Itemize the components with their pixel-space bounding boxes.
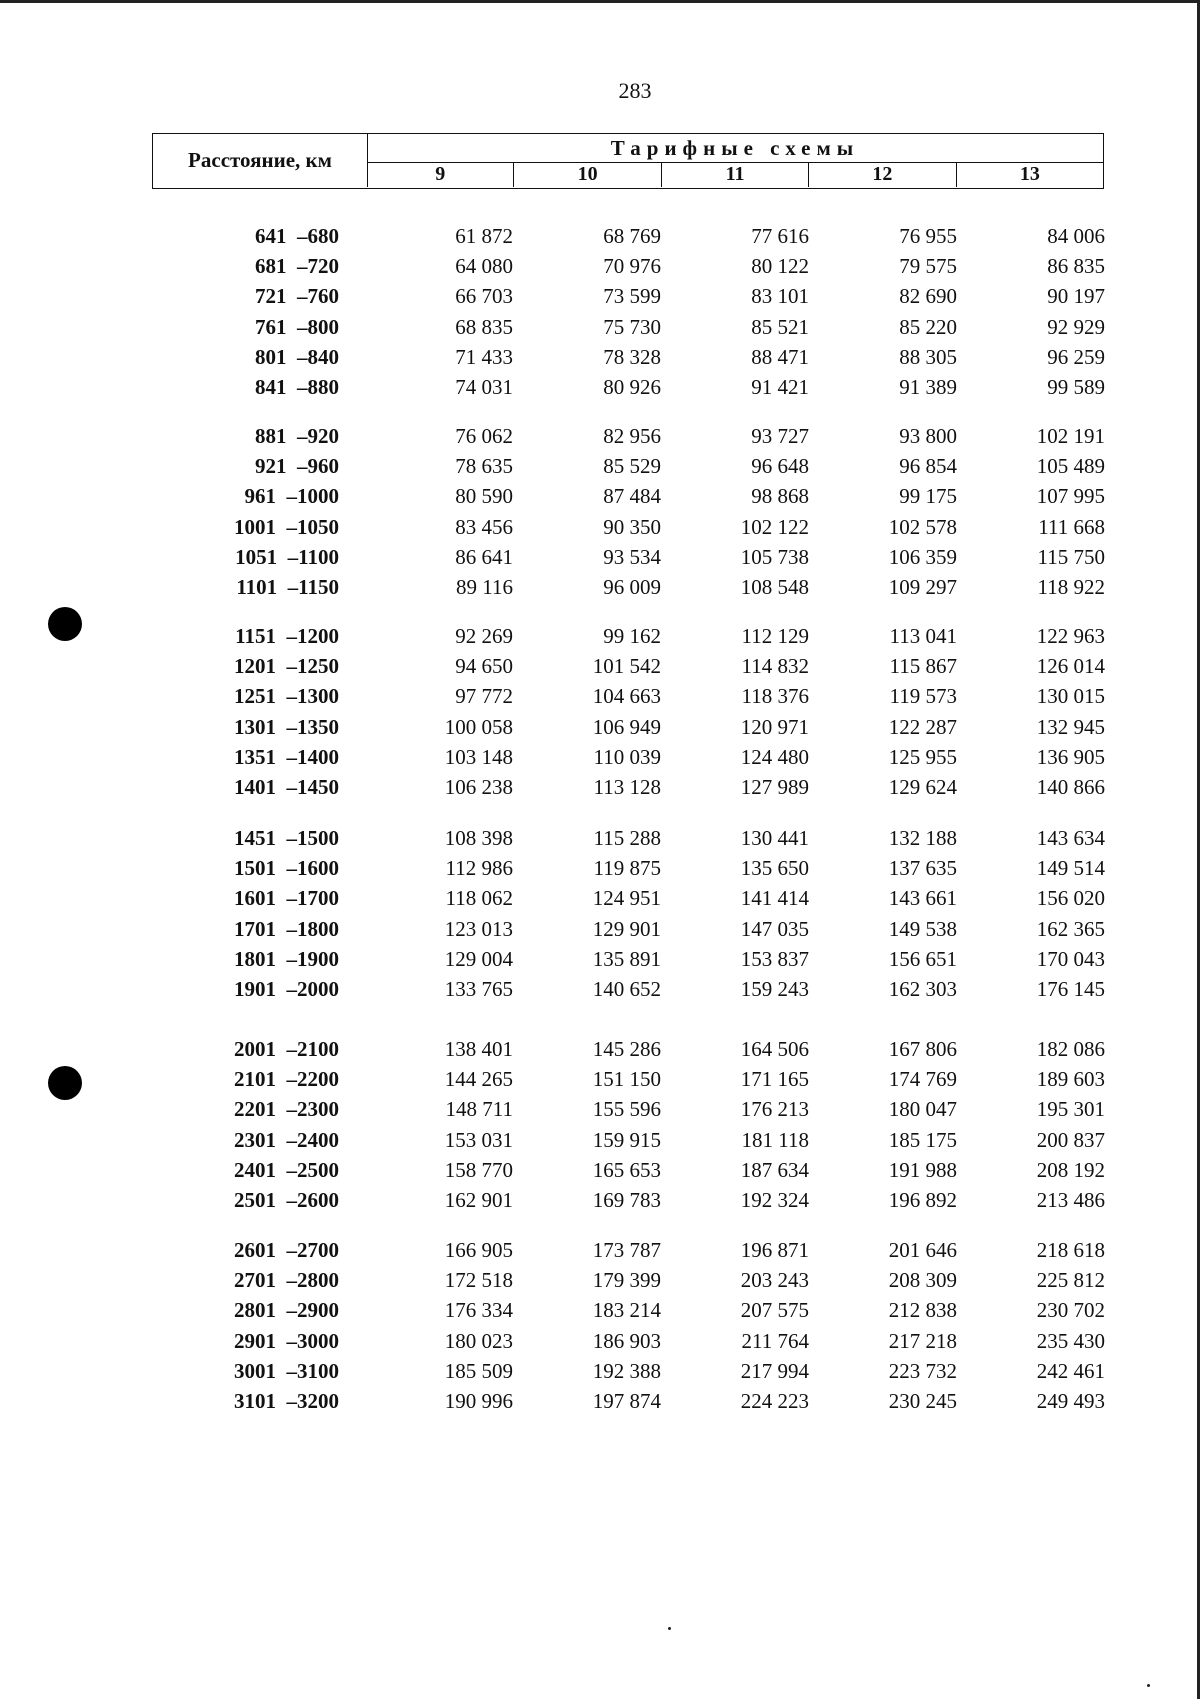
table-row [0, 452, 1200, 480]
distance-range: 2301 –2400 [234, 1128, 339, 1152]
tariff-value-12: 125 955 [888, 745, 957, 769]
tariff-value-10: 96 009 [603, 575, 661, 599]
tariff-value-10: 151 150 [592, 1067, 661, 1091]
table-row [0, 975, 1200, 1003]
tariff-value-12: 82 690 [899, 284, 957, 308]
tariff-value-13: 176 145 [1036, 977, 1105, 1001]
table-row [0, 313, 1200, 341]
tariff-value-9: 176 334 [444, 1298, 513, 1322]
tariff-value-13: 242 461 [1036, 1359, 1105, 1383]
tariff-value-11: 80 122 [751, 254, 809, 278]
tariff-value-10: 85 529 [603, 454, 661, 478]
table-row [0, 773, 1200, 801]
tariff-value-9: 106 238 [444, 775, 513, 799]
tariff-value-12: 119 573 [889, 684, 957, 708]
tariff-value-10: 186 903 [592, 1329, 661, 1353]
tariff-value-13: 118 922 [1037, 575, 1105, 599]
tariff-value-12: 143 661 [888, 886, 957, 910]
tariff-value-9: 86 641 [455, 545, 513, 569]
tariff-value-9: 123 013 [444, 917, 513, 941]
tariff-value-11: 203 243 [740, 1268, 809, 1292]
tariff-value-10: 179 399 [592, 1268, 661, 1292]
distance-range: 2701 –2800 [234, 1268, 339, 1292]
table-row [0, 945, 1200, 973]
distance-range: 3001 –3100 [234, 1359, 339, 1383]
table-row [0, 1035, 1200, 1063]
tariff-value-10: 110 039 [593, 745, 661, 769]
table-row [0, 573, 1200, 601]
distance-range: 2601 –2700 [234, 1238, 339, 1262]
tariff-value-13: 249 493 [1036, 1389, 1105, 1413]
tariff-value-12: 156 651 [888, 947, 957, 971]
distance-header: Расстояние, км [153, 134, 368, 187]
tariff-value-9: 144 265 [444, 1067, 513, 1091]
table-header [152, 133, 1104, 189]
tariff-value-12: 129 624 [888, 775, 957, 799]
tariff-value-9: 138 401 [444, 1037, 513, 1061]
tariff-value-13: 182 086 [1036, 1037, 1105, 1061]
col-header-13: 13 [956, 162, 1103, 187]
tariff-value-10: 75 730 [603, 315, 661, 339]
tariff-value-9: 148 711 [445, 1097, 513, 1121]
tariff-value-11: 141 414 [740, 886, 809, 910]
tariff-value-9: 129 004 [444, 947, 513, 971]
distance-range: 1701 –1800 [234, 917, 339, 941]
tariff-value-11: 171 165 [740, 1067, 809, 1091]
tariff-value-10: 124 951 [592, 886, 661, 910]
tariff-value-9: 153 031 [444, 1128, 513, 1152]
tariff-value-12: 217 218 [888, 1329, 957, 1353]
tariff-value-13: 102 191 [1036, 424, 1105, 448]
tariff-value-9: 158 770 [444, 1158, 513, 1182]
tariff-value-12: 174 769 [888, 1067, 957, 1091]
tariff-value-12: 106 359 [888, 545, 957, 569]
tariff-value-12: 76 955 [899, 224, 957, 248]
tariff-value-12: 91 389 [899, 375, 957, 399]
tariff-value-12: 79 575 [899, 254, 957, 278]
tariff-value-11: 130 441 [740, 826, 809, 850]
tariff-value-9: 180 023 [444, 1329, 513, 1353]
tariff-value-13: 235 430 [1036, 1329, 1105, 1353]
tariff-value-10: 68 769 [603, 224, 661, 248]
distance-range: 2001 –2100 [234, 1037, 339, 1061]
distance-range: 1251 –1300 [234, 684, 339, 708]
tariff-value-13: 90 197 [1047, 284, 1105, 308]
table-row [0, 422, 1200, 450]
distance-range: 1401 –1450 [234, 775, 339, 799]
table-row [0, 1266, 1200, 1294]
tariff-value-9: 68 835 [455, 315, 513, 339]
tariff-value-11: 176 213 [740, 1097, 809, 1121]
tariff-schemes-header: Тарифные схемы [367, 134, 1103, 163]
tariff-value-10: 93 534 [603, 545, 661, 569]
table-row [0, 513, 1200, 541]
table-row [0, 1156, 1200, 1184]
tariff-value-10: 129 901 [592, 917, 661, 941]
table-row [0, 713, 1200, 741]
table-row [0, 222, 1200, 250]
tariff-value-12: 96 854 [899, 454, 957, 478]
distance-range: 1201 –1250 [234, 654, 339, 678]
tariff-value-10: 140 652 [592, 977, 661, 1001]
tariff-value-12: 132 188 [888, 826, 957, 850]
table-row [0, 743, 1200, 771]
tariff-value-13: 195 301 [1036, 1097, 1105, 1121]
tariff-value-13: 136 905 [1036, 745, 1105, 769]
tariff-value-11: 153 837 [740, 947, 809, 971]
tariff-value-11: 93 727 [751, 424, 809, 448]
tariff-value-12: 208 309 [888, 1268, 957, 1292]
tariff-value-10: 119 875 [593, 856, 661, 880]
distance-range: 921 –960 [255, 454, 339, 478]
distance-range: 1151 –1200 [235, 624, 339, 648]
tariff-value-12: 88 305 [899, 345, 957, 369]
tariff-value-9: 78 635 [455, 454, 513, 478]
tariff-value-13: 143 634 [1036, 826, 1105, 850]
tariff-value-9: 66 703 [455, 284, 513, 308]
tariff-value-13: 122 963 [1036, 624, 1105, 648]
distance-range: 1501 –1600 [234, 856, 339, 880]
tariff-value-9: 133 765 [444, 977, 513, 1001]
page-number: 283 [618, 78, 652, 103]
distance-range: 2501 –2600 [234, 1188, 339, 1212]
tariff-value-10: 115 288 [593, 826, 661, 850]
tariff-value-11: 118 376 [741, 684, 809, 708]
col-header-11: 11 [661, 162, 808, 187]
tariff-value-13: 189 603 [1036, 1067, 1105, 1091]
tariff-value-9: 71 433 [455, 345, 513, 369]
tariff-value-13: 126 014 [1036, 654, 1105, 678]
tariff-value-13: 162 365 [1036, 917, 1105, 941]
tariff-value-9: 97 772 [455, 684, 513, 708]
tariff-value-13: 200 837 [1036, 1128, 1105, 1152]
tariff-value-9: 185 509 [444, 1359, 513, 1383]
distance-range: 1301 –1350 [234, 715, 339, 739]
tariff-value-13: 86 835 [1047, 254, 1105, 278]
tariff-value-9: 92 269 [455, 624, 513, 648]
tariff-value-12: 115 867 [889, 654, 957, 678]
tariff-value-10: 197 874 [592, 1389, 661, 1413]
punch-hole [48, 607, 82, 641]
tariff-value-12: 102 578 [888, 515, 957, 539]
tariff-value-13: 213 486 [1036, 1188, 1105, 1212]
table-row [0, 682, 1200, 710]
table-row [0, 482, 1200, 510]
distance-range: 2101 –2200 [234, 1067, 339, 1091]
distance-range: 1901 –2000 [234, 977, 339, 1001]
table-row [0, 1095, 1200, 1123]
tariff-value-13: 92 929 [1047, 315, 1105, 339]
distance-range: 2901 –3000 [234, 1329, 339, 1353]
tariff-value-11: 77 616 [751, 224, 809, 248]
distance-range: 2401 –2500 [234, 1158, 339, 1182]
tariff-value-10: 106 949 [592, 715, 661, 739]
tariff-value-10: 73 599 [603, 284, 661, 308]
tariff-value-9: 172 518 [444, 1268, 513, 1292]
tariff-value-9: 80 590 [455, 484, 513, 508]
table-row [0, 884, 1200, 912]
tariff-value-13: 130 015 [1036, 684, 1105, 708]
tariff-value-11: 105 738 [740, 545, 809, 569]
tariff-value-11: 127 989 [740, 775, 809, 799]
tariff-value-9: 89 116 [456, 575, 513, 599]
col-header-10: 10 [513, 162, 660, 187]
tariff-value-11: 91 421 [751, 375, 809, 399]
tariff-value-12: 162 303 [888, 977, 957, 1001]
tariff-value-11: 120 971 [740, 715, 809, 739]
tariff-value-9: 94 650 [455, 654, 513, 678]
tariff-value-11: 217 994 [740, 1359, 809, 1383]
tariff-value-10: 113 128 [593, 775, 661, 799]
tariff-value-11: 187 634 [740, 1158, 809, 1182]
tariff-value-12: 93 800 [899, 424, 957, 448]
table-row [0, 1327, 1200, 1355]
tariff-value-10: 145 286 [592, 1037, 661, 1061]
tariff-value-10: 80 926 [603, 375, 661, 399]
tariff-value-11: 135 650 [740, 856, 809, 880]
tariff-value-9: 108 398 [444, 826, 513, 850]
distance-range: 801 –840 [255, 345, 339, 369]
tariff-value-10: 169 783 [592, 1188, 661, 1212]
distance-range: 641 –680 [255, 224, 339, 248]
scan-edge-top [0, 0, 1200, 3]
tariff-value-10: 90 350 [603, 515, 661, 539]
tariff-value-11: 108 548 [740, 575, 809, 599]
tariff-value-9: 64 080 [455, 254, 513, 278]
tariff-value-13: 140 866 [1036, 775, 1105, 799]
col-header-12: 12 [808, 162, 955, 187]
table-row [0, 854, 1200, 882]
tariff-value-11: 196 871 [740, 1238, 809, 1262]
tariff-value-12: 201 646 [888, 1238, 957, 1262]
scan-speck [1147, 1684, 1150, 1687]
tariff-value-12: 149 538 [888, 917, 957, 941]
tariff-value-12: 196 892 [888, 1188, 957, 1212]
tariff-value-11: 96 648 [751, 454, 809, 478]
tariff-value-10: 101 542 [592, 654, 661, 678]
tariff-value-9: 166 905 [444, 1238, 513, 1262]
tariff-value-9: 162 901 [444, 1188, 513, 1212]
tariff-value-13: 84 006 [1047, 224, 1105, 248]
tariff-value-10: 183 214 [592, 1298, 661, 1322]
table-row [0, 1387, 1200, 1415]
tariff-value-10: 155 596 [592, 1097, 661, 1121]
tariff-value-11: 98 868 [751, 484, 809, 508]
tariff-value-10: 70 976 [603, 254, 661, 278]
tariff-value-10: 159 915 [592, 1128, 661, 1152]
tariff-value-13: 99 589 [1047, 375, 1105, 399]
table-row [0, 343, 1200, 371]
distance-range: 841 –880 [255, 375, 339, 399]
distance-range: 881 –920 [255, 424, 339, 448]
tariff-value-11: 192 324 [740, 1188, 809, 1212]
tariff-value-9: 190 996 [444, 1389, 513, 1413]
tariff-value-13: 170 043 [1036, 947, 1105, 971]
table-row [0, 1126, 1200, 1154]
distance-range: 2201 –2300 [234, 1097, 339, 1121]
table-row [0, 543, 1200, 571]
tariff-value-12: 109 297 [888, 575, 957, 599]
tariff-value-12: 137 635 [888, 856, 957, 880]
table-row [0, 373, 1200, 401]
table-row [0, 1065, 1200, 1093]
tariff-value-9: 74 031 [455, 375, 513, 399]
table-row [0, 1357, 1200, 1385]
distance-range: 961 –1000 [244, 484, 339, 508]
table-row [0, 1186, 1200, 1214]
tariff-value-11: 88 471 [751, 345, 809, 369]
tariff-value-12: 230 245 [888, 1389, 957, 1413]
tariff-value-11: 164 506 [740, 1037, 809, 1061]
tariff-value-10: 104 663 [592, 684, 661, 708]
distance-range: 721 –760 [255, 284, 339, 308]
tariff-value-13: 225 812 [1036, 1268, 1105, 1292]
tariff-value-13: 115 750 [1037, 545, 1105, 569]
tariff-value-12: 212 838 [888, 1298, 957, 1322]
tariff-value-12: 85 220 [899, 315, 957, 339]
tariff-value-13: 111 668 [1038, 515, 1105, 539]
distance-range: 2801 –2900 [234, 1298, 339, 1322]
tariff-columns [367, 162, 1103, 187]
table-row [0, 282, 1200, 310]
tariff-value-9: 103 148 [444, 745, 513, 769]
tariff-value-11: 124 480 [740, 745, 809, 769]
distance-range: 3101 –3200 [234, 1389, 339, 1413]
punch-hole [48, 1066, 82, 1100]
tariff-value-10: 165 653 [592, 1158, 661, 1182]
tariff-value-10: 78 328 [603, 345, 661, 369]
tariff-value-13: 230 702 [1036, 1298, 1105, 1322]
tariff-value-9: 100 058 [444, 715, 513, 739]
tariff-value-13: 107 995 [1036, 484, 1105, 508]
tariff-value-12: 185 175 [888, 1128, 957, 1152]
table-row [0, 915, 1200, 943]
tariff-value-9: 76 062 [455, 424, 513, 448]
tariff-value-13: 132 945 [1036, 715, 1105, 739]
tariff-value-12: 122 287 [888, 715, 957, 739]
tariff-value-10: 173 787 [592, 1238, 661, 1262]
tariff-value-11: 102 122 [740, 515, 809, 539]
tariff-value-10: 99 162 [603, 624, 661, 648]
tariff-value-13: 156 020 [1036, 886, 1105, 910]
tariff-value-11: 147 035 [740, 917, 809, 941]
tariff-value-11: 224 223 [740, 1389, 809, 1413]
table-row [0, 1236, 1200, 1264]
tariff-value-12: 167 806 [888, 1037, 957, 1061]
tariff-value-9: 112 986 [445, 856, 513, 880]
table-row [0, 1296, 1200, 1324]
tariff-value-11: 211 764 [741, 1329, 809, 1353]
tariff-value-13: 105 489 [1036, 454, 1105, 478]
distance-range: 1101 –1150 [236, 575, 339, 599]
distance-range: 1601 –1700 [234, 886, 339, 910]
tariff-value-13: 218 618 [1036, 1238, 1105, 1262]
tariff-value-9: 61 872 [455, 224, 513, 248]
col-header-9: 9 [435, 163, 446, 185]
tariff-value-11: 85 521 [751, 315, 809, 339]
tariff-value-11: 159 243 [740, 977, 809, 1001]
tariff-value-10: 192 388 [592, 1359, 661, 1383]
tariff-value-10: 82 956 [603, 424, 661, 448]
tariff-value-13: 149 514 [1036, 856, 1105, 880]
distance-range: 1001 –1050 [234, 515, 339, 539]
distance-range: 761 –800 [255, 315, 339, 339]
table-row [0, 622, 1200, 650]
tariff-value-11: 112 129 [741, 624, 809, 648]
distance-range: 1801 –1900 [234, 947, 339, 971]
distance-range: 1351 –1400 [234, 745, 339, 769]
tariff-value-12: 191 988 [888, 1158, 957, 1182]
tariff-value-13: 96 259 [1047, 345, 1105, 369]
tariff-value-11: 83 101 [751, 284, 809, 308]
distance-range: 1451 –1500 [234, 826, 339, 850]
distance-range: 681 –720 [255, 254, 339, 278]
tariff-value-10: 135 891 [592, 947, 661, 971]
table-row [0, 252, 1200, 280]
tariff-value-12: 113 041 [889, 624, 957, 648]
tariff-value-12: 180 047 [888, 1097, 957, 1121]
tariff-value-12: 99 175 [899, 484, 957, 508]
tariff-value-13: 208 192 [1036, 1158, 1105, 1182]
tariff-value-11: 207 575 [740, 1298, 809, 1322]
tariff-value-12: 223 732 [888, 1359, 957, 1383]
tariff-value-11: 181 118 [741, 1128, 809, 1152]
distance-range: 1051 –1100 [235, 545, 339, 569]
table-row [0, 652, 1200, 680]
table-row [0, 824, 1200, 852]
tariff-value-11: 114 832 [741, 654, 809, 678]
tariff-value-9: 118 062 [445, 886, 513, 910]
scan-speck [668, 1627, 671, 1630]
tariff-value-10: 87 484 [603, 484, 661, 508]
tariff-value-9: 83 456 [455, 515, 513, 539]
